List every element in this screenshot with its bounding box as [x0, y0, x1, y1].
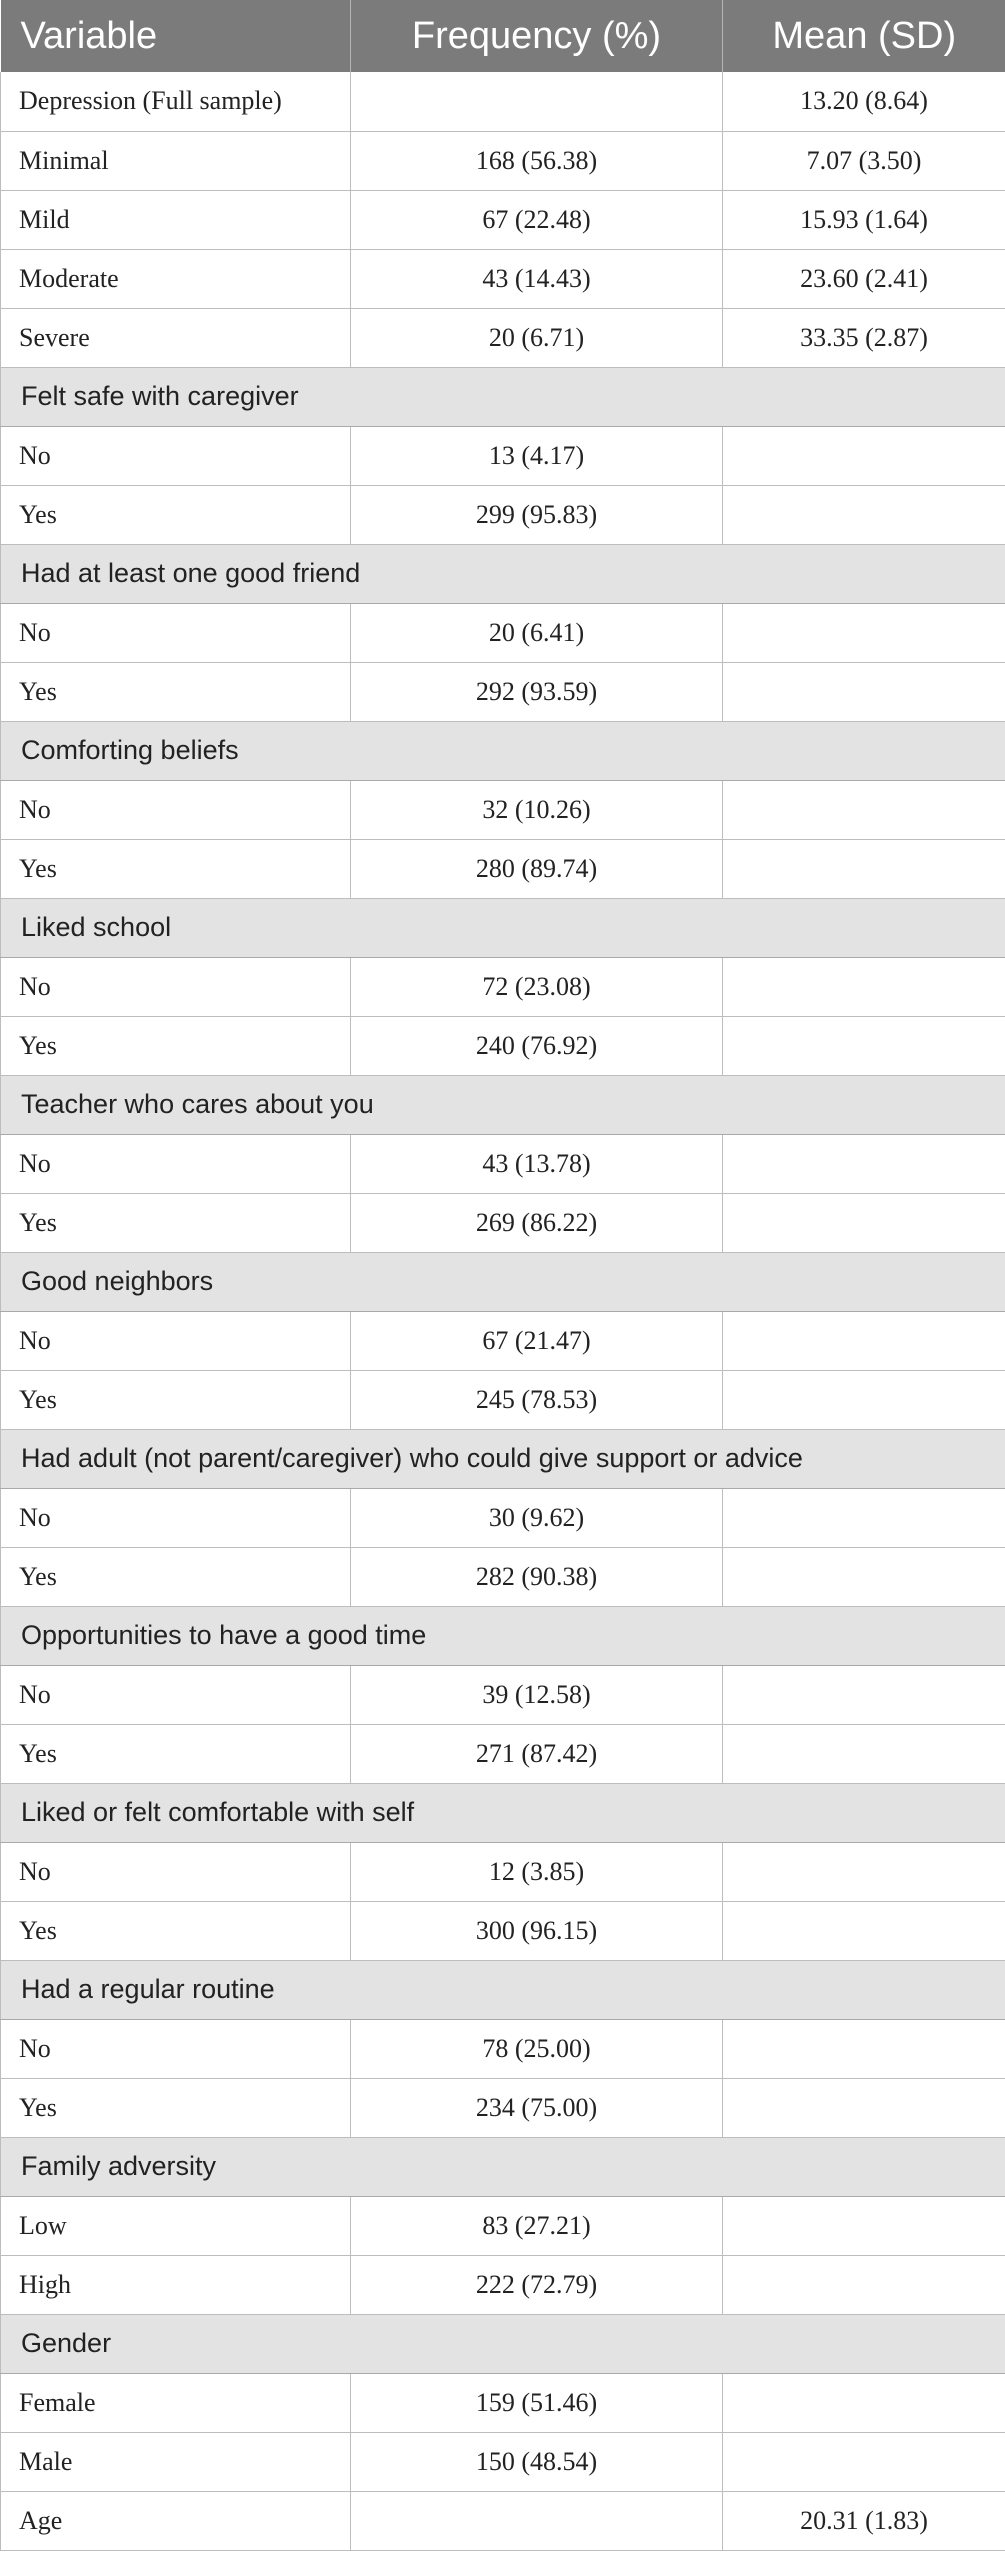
cell-frequency: 300 (96.15)	[351, 1901, 723, 1960]
cell-mean-sd: 13.20 (8.64)	[723, 72, 1005, 131]
table-row	[1, 485, 1005, 544]
cell-frequency: 12 (3.85)	[351, 1842, 723, 1901]
cell-mean-sd	[723, 426, 1005, 485]
cell-variable: No	[1, 1311, 351, 1370]
table-row	[1, 1193, 1005, 1252]
section-label: Liked or felt comfortable with self	[1, 1783, 1005, 1842]
cell-variable: Yes	[1, 485, 351, 544]
section-label: Felt safe with caregiver	[1, 367, 1005, 426]
section-header-row	[1, 1783, 1005, 1842]
cell-mean-sd	[723, 1842, 1005, 1901]
section-label: Had at least one good friend	[1, 544, 1005, 603]
cell-mean-sd	[723, 839, 1005, 898]
table-row	[1, 957, 1005, 1016]
cell-mean-sd	[723, 603, 1005, 662]
section-label: Had a regular routine	[1, 1960, 1005, 2019]
cell-variable: Depression (Full sample)	[1, 72, 351, 131]
cell-mean-sd	[723, 1193, 1005, 1252]
cell-frequency: 67 (21.47)	[351, 1311, 723, 1370]
cell-frequency: 43 (13.78)	[351, 1134, 723, 1193]
cell-variable: Yes	[1, 1370, 351, 1429]
cell-variable: Minimal	[1, 131, 351, 190]
table-row	[1, 1724, 1005, 1783]
cell-variable: Age	[1, 2491, 351, 2550]
cell-variable: No	[1, 2019, 351, 2078]
cell-mean-sd: 23.60 (2.41)	[723, 249, 1005, 308]
cell-mean-sd	[723, 1370, 1005, 1429]
cell-frequency: 67 (22.48)	[351, 190, 723, 249]
table-row	[1, 1370, 1005, 1429]
cell-frequency: 72 (23.08)	[351, 957, 723, 1016]
cell-variable: No	[1, 780, 351, 839]
section-label: Opportunities to have a good time	[1, 1606, 1005, 1665]
cell-mean-sd: 20.31 (1.83)	[723, 2491, 1005, 2550]
table-row	[1, 780, 1005, 839]
cell-variable: No	[1, 1134, 351, 1193]
table-row	[1, 1842, 1005, 1901]
section-header-row	[1, 721, 1005, 780]
cell-frequency: 222 (72.79)	[351, 2255, 723, 2314]
header-variable: Variable	[1, 0, 351, 72]
cell-frequency: 282 (90.38)	[351, 1547, 723, 1606]
cell-frequency: 269 (86.22)	[351, 1193, 723, 1252]
section-label: Gender	[1, 2314, 1005, 2373]
cell-mean-sd	[723, 1665, 1005, 1724]
cell-frequency: 292 (93.59)	[351, 662, 723, 721]
cell-variable: No	[1, 1488, 351, 1547]
cell-frequency	[351, 72, 723, 131]
header-mean-sd: Mean (SD)	[723, 0, 1005, 72]
cell-variable: Moderate	[1, 249, 351, 308]
section-label: Good neighbors	[1, 1252, 1005, 1311]
table-row	[1, 1488, 1005, 1547]
cell-frequency: 150 (48.54)	[351, 2432, 723, 2491]
cell-frequency: 299 (95.83)	[351, 485, 723, 544]
cell-variable: Yes	[1, 1724, 351, 1783]
cell-frequency: 20 (6.71)	[351, 308, 723, 367]
table-row	[1, 131, 1005, 190]
cell-variable: High	[1, 2255, 351, 2314]
cell-frequency: 159 (51.46)	[351, 2373, 723, 2432]
cell-frequency: 20 (6.41)	[351, 603, 723, 662]
cell-frequency: 32 (10.26)	[351, 780, 723, 839]
section-label: Family adversity	[1, 2137, 1005, 2196]
cell-variable: No	[1, 1842, 351, 1901]
cell-frequency: 13 (4.17)	[351, 426, 723, 485]
cell-frequency: 43 (14.43)	[351, 249, 723, 308]
cell-mean-sd	[723, 2432, 1005, 2491]
table-row	[1, 2491, 1005, 2550]
cell-mean-sd	[723, 1901, 1005, 1960]
section-header-row	[1, 2314, 1005, 2373]
cell-mean-sd	[723, 2255, 1005, 2314]
table-row	[1, 839, 1005, 898]
header-frequency: Frequency (%)	[351, 0, 723, 72]
cell-mean-sd	[723, 780, 1005, 839]
cell-variable: Female	[1, 2373, 351, 2432]
table-row	[1, 2255, 1005, 2314]
cell-variable: Yes	[1, 662, 351, 721]
cell-variable: No	[1, 957, 351, 1016]
cell-variable: No	[1, 426, 351, 485]
section-header-row	[1, 1075, 1005, 1134]
table-row	[1, 2019, 1005, 2078]
cell-mean-sd: 7.07 (3.50)	[723, 131, 1005, 190]
cell-mean-sd	[723, 1724, 1005, 1783]
section-header-row	[1, 898, 1005, 957]
table-row	[1, 2196, 1005, 2255]
cell-frequency: 234 (75.00)	[351, 2078, 723, 2137]
section-label: Had adult (not parent/caregiver) who could give support or advice	[1, 1429, 1005, 1488]
table-row	[1, 1016, 1005, 1075]
cell-mean-sd	[723, 485, 1005, 544]
cell-mean-sd	[723, 1488, 1005, 1547]
cell-frequency: 39 (12.58)	[351, 1665, 723, 1724]
cell-frequency: 280 (89.74)	[351, 839, 723, 898]
table-row	[1, 1901, 1005, 1960]
cell-variable: Male	[1, 2432, 351, 2491]
cell-frequency: 168 (56.38)	[351, 131, 723, 190]
table-row	[1, 1547, 1005, 1606]
cell-variable: Yes	[1, 1547, 351, 1606]
cell-variable: Yes	[1, 2078, 351, 2137]
section-header-row	[1, 1606, 1005, 1665]
table-row	[1, 249, 1005, 308]
cell-mean-sd: 15.93 (1.64)	[723, 190, 1005, 249]
cell-frequency: 30 (9.62)	[351, 1488, 723, 1547]
table-row	[1, 72, 1005, 131]
section-header-row	[1, 544, 1005, 603]
cell-mean-sd	[723, 2078, 1005, 2137]
cell-variable: Mild	[1, 190, 351, 249]
section-header-row	[1, 2137, 1005, 2196]
cell-frequency: 83 (27.21)	[351, 2196, 723, 2255]
cell-frequency: 78 (25.00)	[351, 2019, 723, 2078]
cell-variable: Severe	[1, 308, 351, 367]
cell-mean-sd	[723, 662, 1005, 721]
table-row	[1, 662, 1005, 721]
cell-variable: No	[1, 1665, 351, 1724]
cell-variable: Yes	[1, 839, 351, 898]
cell-frequency: 240 (76.92)	[351, 1016, 723, 1075]
table-row	[1, 1311, 1005, 1370]
section-header-row	[1, 1252, 1005, 1311]
table-row	[1, 308, 1005, 367]
cell-mean-sd	[723, 2196, 1005, 2255]
table-header	[1, 0, 1005, 72]
section-label: Teacher who cares about you	[1, 1075, 1005, 1134]
table-body	[1, 72, 1005, 2550]
header-row	[1, 0, 1005, 72]
table-row	[1, 2432, 1005, 2491]
section-header-row	[1, 1960, 1005, 2019]
cell-frequency: 245 (78.53)	[351, 1370, 723, 1429]
cell-mean-sd	[723, 957, 1005, 1016]
cell-mean-sd	[723, 1134, 1005, 1193]
table-row	[1, 426, 1005, 485]
cell-mean-sd: 33.35 (2.87)	[723, 308, 1005, 367]
cell-mean-sd	[723, 2019, 1005, 2078]
cell-frequency	[351, 2491, 723, 2550]
cell-mean-sd	[723, 1311, 1005, 1370]
table-row	[1, 1134, 1005, 1193]
section-label: Comforting beliefs	[1, 721, 1005, 780]
table-row	[1, 2078, 1005, 2137]
section-label: Liked school	[1, 898, 1005, 957]
cell-variable: Yes	[1, 1901, 351, 1960]
section-header-row	[1, 1429, 1005, 1488]
table-row	[1, 603, 1005, 662]
cell-mean-sd	[723, 1547, 1005, 1606]
cell-variable: Low	[1, 2196, 351, 2255]
cell-variable: Yes	[1, 1193, 351, 1252]
cell-variable: Yes	[1, 1016, 351, 1075]
table-row	[1, 2373, 1005, 2432]
cell-variable: No	[1, 603, 351, 662]
table-row	[1, 1665, 1005, 1724]
cell-frequency: 271 (87.42)	[351, 1724, 723, 1783]
section-header-row	[1, 367, 1005, 426]
cell-mean-sd	[723, 2373, 1005, 2432]
cell-mean-sd	[723, 1016, 1005, 1075]
table-row	[1, 190, 1005, 249]
